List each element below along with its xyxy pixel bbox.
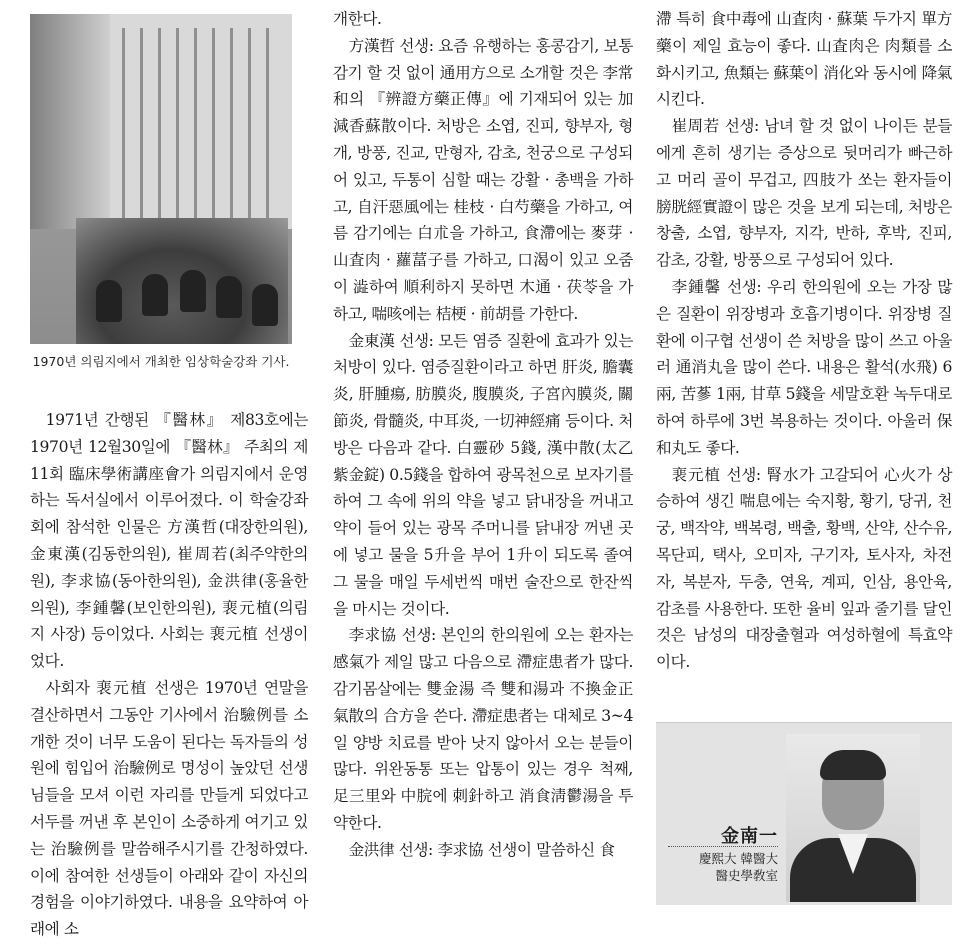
article-column-3 xyxy=(656,6,952,676)
photo-caption: 1970년 의림지에서 개최한 임상학술강좌 기사. xyxy=(32,354,290,369)
article-paragraph: 金東漢 선생: 모든 염증 질환에 효과가 있는 처방이 있다. 염증질환이라고 하면 肝炎, 膽囊炎, 肝腫瘍, 肪膜炎, 腹膜炎, 子宮內膜炎, 關節炎, 骨髓炎, 中耳炎, 一切神經痛 등이다. 처방은 다음과 같다. 白靈砂 5錢, 漢中散(太乙紫金錠) 0.5錢을 합하여 광목천으로 보자기를 하여 그 속에 위의 약을 넣고 닭내장을 꺼내고 약이 들어 있는 광목 주머니를 닭내장 꺼낸 곳에 넣고 물을 5升을 부어 1升이 되도록 졸여 그 물을 매일 두세번씩 매번 술잔으로 한잔씩을 마시는 것이다. xyxy=(333,331,633,618)
article-paragraph: 崔周若 선생: 남녀 할 것 없이 나이든 분들에게 흔히 생기는 증상으로 뒷머리가 빠근하고 머리 골이 무겁고, 四肢가 쏘는 환자들이 膀胱經實證이 많은 것을 보게 되는데, 처방은 창출, 소엽, 향부자, 지각, 반하, 후박, 진피, 감초, 강활, 방풍으로 구성되어 있다. xyxy=(656,117,952,270)
photo-person xyxy=(96,280,122,322)
photo-person xyxy=(216,276,242,318)
article-paragraph: 裵元植 선생: 腎水가 고갈되어 心火가 상승하여 생긴 喘息에는 숙지황, 황기, 당귀, 천궁, 백작약, 백복령, 백출, 황백, 산약, 산수유, 목단피, 택사, 오미자, 구기자, 토사자, 차전자, 복분자, 두충, 연육, 계피, 인삼, 용안육, 감초를 사용한다. 또한 율비 잎과 줄기를 달인 것은 남성의 대장출혈과 여성하혈에 특효약이다. xyxy=(656,465,952,672)
article-paragraph: 滯 특히 食中毒에 山査肉 · 蘇葉 두가지 單方藥이 제일 효능이 좋다. 山査肉은 肉類를 소화시키고, 魚類는 蘇葉이 消化와 동시에 降氣시킨다. xyxy=(656,10,952,109)
photo-vertical-text xyxy=(122,28,282,218)
photo-person xyxy=(142,274,168,316)
portrait-hair xyxy=(820,750,886,780)
historical-article-photo xyxy=(30,14,292,344)
article-column-2 xyxy=(333,6,633,864)
byline-divider xyxy=(668,846,778,847)
author-name: 金南一 xyxy=(721,826,778,847)
affiliation-line: 醫史學敎室 xyxy=(715,868,778,883)
article-paragraph: 1971년 간행된 『醫林』 제83호에는 1970년 12월30일에 『醫林』 주최의 제11회 臨床學術講座會가 의림지에서 운영하는 독서실에서 이루어졌다. 이 학술강좌회에 참석한 인물은 方漢哲(대장한의원), 金東漢(김동한의원), 崔周若(최주약한의원), 李求協(동아한의원), 金洪律(홍율한의원), 李鍾馨(보인한의원), 裵元植(의림지 사장) 등이었다. 사회는 裵元植 선생이었다. xyxy=(30,411,308,671)
author-portrait xyxy=(786,734,920,902)
article-paragraph: 方漢哲 선생: 요즘 유행하는 홍콩감기, 보통감기 할 것 없이 通用方으로 소개할 것은 李常和의 『辨證方藥正傳』에 기재되어 있는 加減香蘇散이다. 처방은 소엽, 진피, 향부자, 형개, 방풍, 진교, 만형자, 감초, 천궁으로 구성되어 있고, 두통이 심할 때는 강활 · 총백을 가하고, 自汗惡風에는 桂枝 · 白芍藥을 가하고, 여름 감기에는 白朮을 가하고, 食滯에는 麥芽 · 山査肉 · 蘿葍子를 가하고, 口渴이 있고 오줌이 澁하여 順利하지 못하면 木通 · 茯苓을 가하고, 喘咳에는 桔梗 · 前胡를 가한다. xyxy=(333,36,633,323)
photo-person xyxy=(252,284,278,326)
article-paragraph: 사회자 裵元植 선생은 1970년 연말을 결산하면서 그동안 기사에서 治驗例를 소개한 것이 너무 도움이 된다는 독자들의 성원에 힘입어 治驗例로 명성이 높았던 선생님들을 모셔 이런 자리를 만들게 되었다고 서두를 꺼낸 후 본인이 소중하게 여기고 있는 治驗例를 말씀해주시기를 간청하였다. 이에 참여한 선생들이 아래와 같이 자신의 경험을 이야기하였다. 내용을 요약하여 아래에 소 xyxy=(30,678,308,939)
article-paragraph: 金洪律 선생: 李求協 선생이 말씀하신 食 xyxy=(348,840,615,859)
article-paragraph: 李鍾馨 선생: 우리 한의원에 오는 가장 많은 질환이 위장병과 호흡기병이다. 위장병 질환에 이구협 선생이 쓴 처방을 많이 쓰고 아울러 通消丸을 많이 쓴다. 내용은 활석(水飛) 6兩, 苦蔘 1兩, 甘草 5錢을 세말호환 녹두대로 하여 하루에 3번 복용하는 것이다. 아울러 保和丸도 좋다. xyxy=(656,277,952,457)
affiliation-line: 慶熙大 韓醫大 xyxy=(699,851,778,866)
author-affiliation xyxy=(660,850,778,884)
photo-person xyxy=(180,270,206,312)
photo-left-page xyxy=(30,14,110,229)
article-paragraph: 개한다. xyxy=(333,10,382,28)
photo-meeting-scene xyxy=(76,218,288,344)
article-paragraph: 李求協 선생: 본인의 한의원에 오는 환자는 感氣가 제일 많고 다음으로 滯症患者가 많다. 감기몸살에는 雙金湯 즉 雙和湯과 不換金正氣散의 合方을 쓴다. 滯症患者는 대체로 3~4일 양방 치료를 받아 낫지 않아서 오는 분들이 많다. 위완동통 또는 압통이 있는 경우 척째, 足三里와 中脘에 刺針하고 消食淸鬱湯을 투약한다. xyxy=(333,626,633,832)
article-column-1 xyxy=(30,407,308,943)
